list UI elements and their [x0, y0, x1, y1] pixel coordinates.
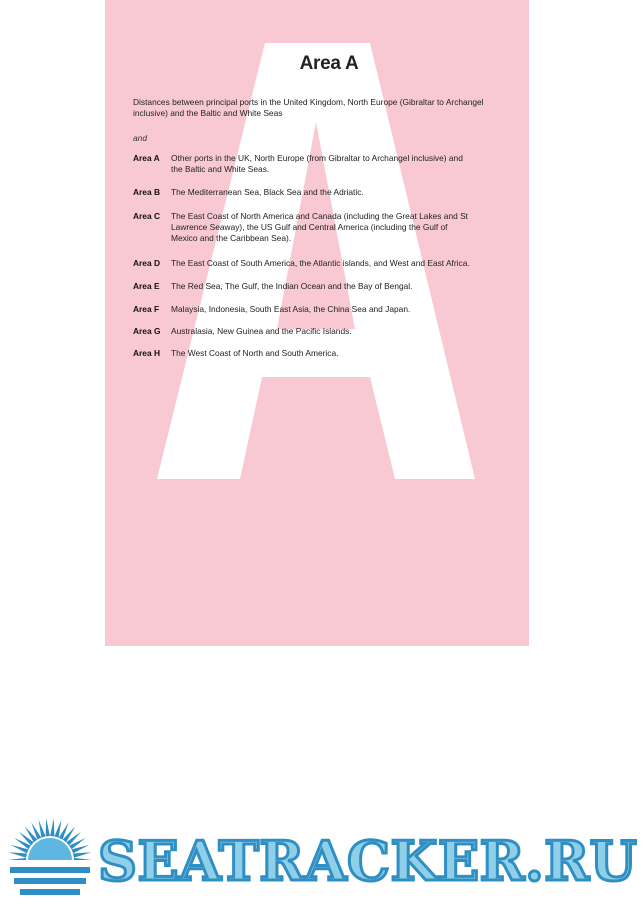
- area-description: The East Coast of North America and Canada (including the Great Lakes and St Lawrence Seaway), the US Gulf and Central America (including the Gulf of Mexico and the Caribbean Sea).: [171, 211, 469, 243]
- area-description: The Red Sea, The Gulf, the Indian Ocean and the Bay of Bengal.: [171, 281, 413, 291]
- document-page: [105, 0, 529, 646]
- area-label: Area B: [133, 187, 160, 197]
- intro-text: Distances between principal ports in the United Kingdom, North Europe (Gibraltar to Archangel inclusive) and the Baltic and White Seas: [133, 97, 484, 118]
- sun-icon: [8, 818, 98, 908]
- area-description: Malaysia, Indonesia, South East Asia, the China Sea and Japan.: [171, 304, 411, 314]
- area-label: Area A: [133, 153, 160, 163]
- area-description: The West Coast of North and South America.: [171, 348, 339, 358]
- area-label: Area F: [133, 304, 160, 314]
- page-title: Area A: [299, 53, 359, 74]
- area-label: Area C: [133, 211, 160, 221]
- area-label: Area D: [133, 258, 160, 268]
- page-content: [133, 0, 503, 646]
- area-description: The Mediterranean Sea, Black Sea and the Adriatic.: [171, 187, 364, 197]
- and-label: and: [133, 133, 147, 143]
- area-label: Area G: [133, 326, 161, 336]
- area-description: The East Coast of South America, the Atlantic islands, and West and East Africa.: [171, 258, 470, 268]
- area-label: Area E: [133, 281, 160, 291]
- area-description: Other ports in the UK, North Europe (from Gibraltar to Archangel inclusive) and the Baltic and White Seas.: [171, 153, 463, 174]
- area-label: Area H: [133, 348, 160, 358]
- area-description: Australasia, New Guinea and the Pacific Islands.: [171, 326, 352, 336]
- watermark-logo-text: SEATRACKER.RU: [98, 829, 638, 893]
